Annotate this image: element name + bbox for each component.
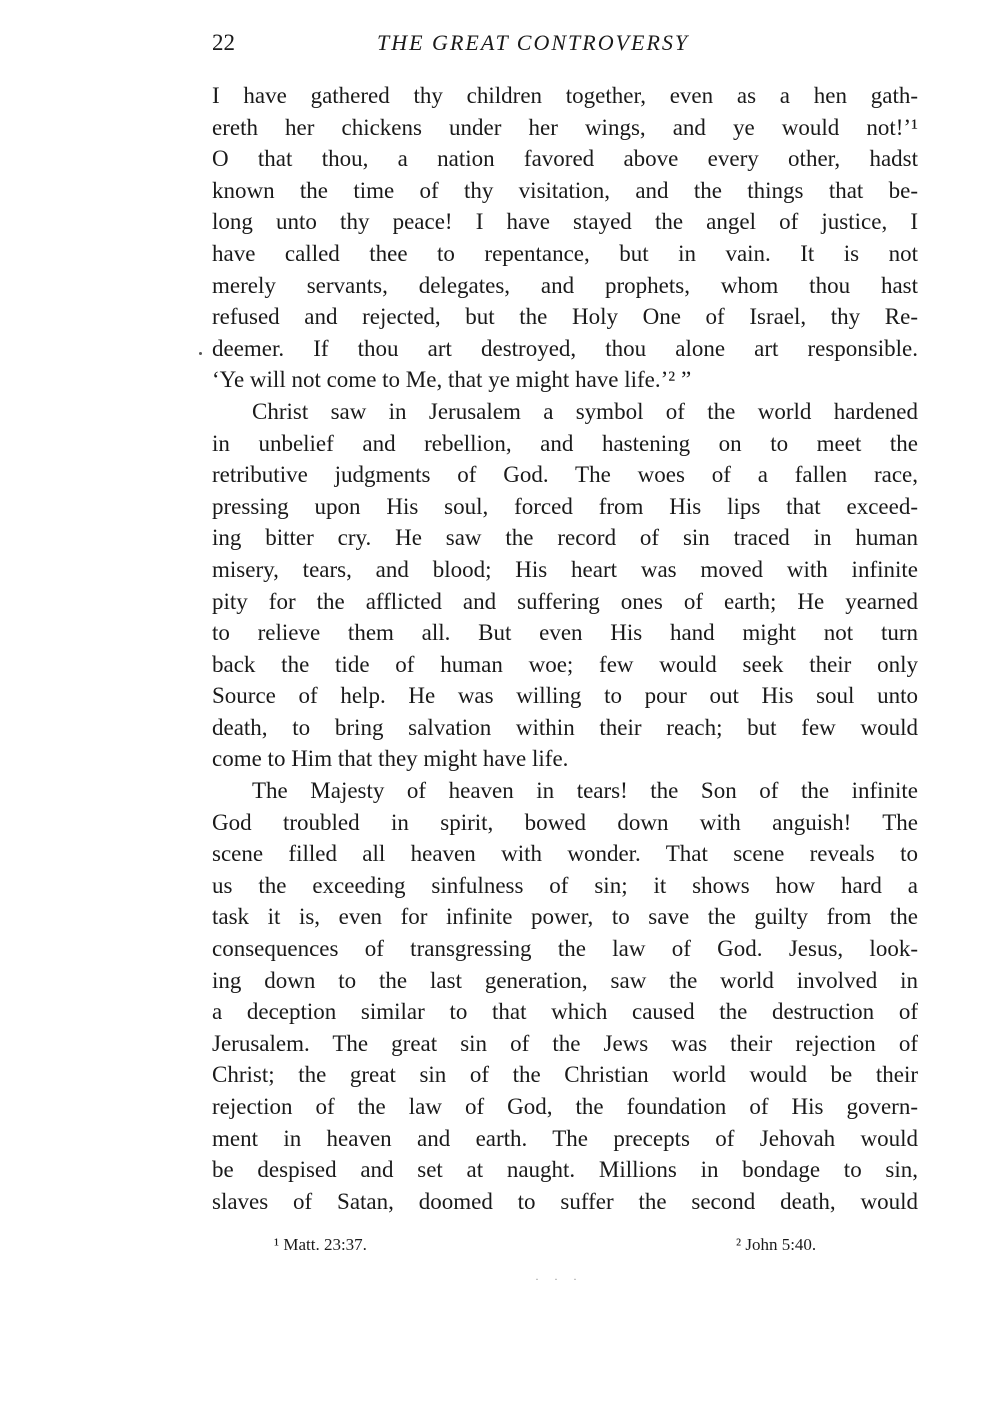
paragraph-start-line: Christ saw in Jerusalem a symbol of the world hardened (252, 398, 918, 424)
text-line: Jerusalem. The great sin of the Jews was their rejection of (212, 1030, 918, 1056)
text-line: task it is, even for infinite power, to save the guilty from the (212, 904, 918, 930)
text-line: consequences of transgressing the law of God. Jesus, look- (212, 936, 918, 962)
text-line: pity for the afflicted and suffering ones of earth; He yearned (212, 588, 918, 614)
footnote-1: ¹ Matt. 23:37. (274, 1235, 367, 1254)
margin-speck (199, 352, 202, 355)
text-line: long unto thy peace! I have stayed the angel of justice, I (212, 209, 918, 235)
text-line: ereth her chickens under her wings, and ye would not!’¹ (212, 114, 918, 140)
text-line: I have gathered thy children together, even as a hen gath- (212, 83, 918, 108)
text-line: refused and rejected, but the Holy One of Israel, thy Re- (212, 304, 918, 330)
text-line: ‘Ye will not come to Me, that ye might have life.’² ” (212, 367, 692, 393)
text-line: retributive judgments of God. The woes of a fallen race, (212, 462, 918, 488)
page-specks: · · · (535, 1272, 583, 1286)
text-line: back the tide of human woe; few would seek their only (212, 651, 918, 677)
text-line: God troubled in spirit, bowed down with anguish! The (212, 809, 918, 835)
page-header (212, 28, 918, 58)
text-line: a deception similar to that which caused the destruction of (212, 999, 918, 1025)
text-line: O that thou, a nation favored above every other, hadst (212, 146, 918, 172)
text-line: deemer. If thou art destroyed, thou alone art responsible. (212, 335, 918, 361)
text-line: merely servants, delegates, and prophets, whom thou hast (212, 272, 918, 298)
text-line: ment in heaven and earth. The precepts of Jehovah would (212, 1125, 918, 1151)
text-line: to relieve them all. But even His hand might not turn (212, 620, 918, 646)
text-line: misery, tears, and blood; His heart was moved with infinite (212, 556, 918, 582)
text-line: have called thee to repentance, but in vain. It is not (212, 240, 918, 266)
running-head: THE GREAT CONTROVERSY (377, 30, 690, 55)
paragraph-start-line: The Majesty of heaven in tears! the Son of the infinite (252, 778, 918, 804)
text-line: death, to bring salvation within their reach; but few would (212, 714, 918, 740)
text-line: ing down to the last generation, saw the world involved in (212, 967, 918, 993)
text-line: be despised and set at naught. Millions in bondage to sin, (212, 1157, 918, 1183)
text-line: come to Him that they might have life. (212, 746, 569, 772)
text-line: rejection of the law of God, the foundation of His govern- (212, 1094, 918, 1119)
text-line: slaves of Satan, doomed to suffer the second death, would (212, 1188, 918, 1214)
text-line: pressing upon His soul, forced from His lips that exceed- (212, 493, 918, 519)
text-line: known the time of thy visitation, and the things that be- (212, 177, 918, 203)
page-number: 22 (212, 30, 235, 55)
text-line: us the exceeding sinfulness of sin; it shows how hard a (212, 872, 918, 898)
text-line: scene filled all heaven with wonder. That scene reveals to (212, 841, 918, 867)
footnotes (212, 1230, 918, 1260)
body-text (212, 80, 918, 1217)
text-line: Christ; the great sin of the Christian world would be their (212, 1062, 918, 1088)
footnote-2: ² John 5:40. (736, 1235, 817, 1254)
text-line: in unbelief and rebellion, and hastening on to meet the (212, 430, 918, 456)
text-line: ing bitter cry. He saw the record of sin traced in human (212, 525, 918, 551)
text-line: Source of help. He was willing to pour out His soul unto (212, 683, 918, 709)
